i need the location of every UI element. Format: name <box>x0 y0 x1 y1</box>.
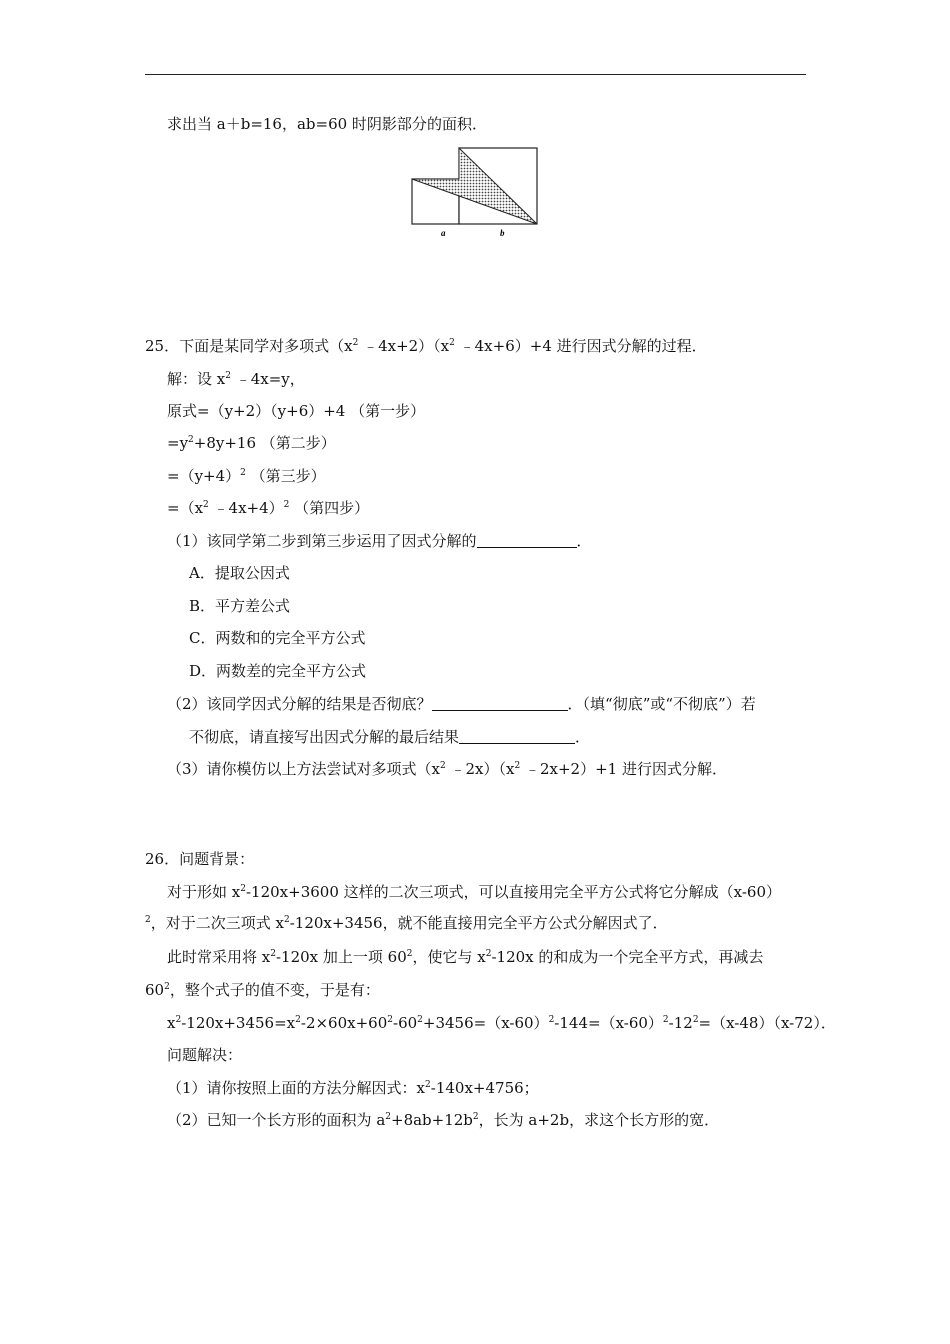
q25-part2-result-blank[interactable] <box>459 729 575 744</box>
q25-step4: $=(x^2$ ﹣4x+4）$^2$ （第四步） <box>167 499 370 517</box>
q26-background-3: 此时常采用将 $x^2-120x$ 加上一项 $60^2$，使它与 $x^2-120x$ 的和成为一个完全平方式，再减去 <box>167 948 764 966</box>
q25-step1: 原式=（y+2）（y+6）+4 （第一步） <box>167 402 426 420</box>
shaded-area-figure <box>409 146 541 240</box>
q25-part2-continued <box>189 727 590 747</box>
q25-part2-cont-text: 不彻底，请直接写出因式分解的最后结果 <box>189 728 460 746</box>
q25-part2-blank[interactable] <box>432 696 568 711</box>
q25-part1 <box>167 531 592 551</box>
q25-part3: （3）请你模仿以上方法尝试对多项式（$x^2$ $﹣2x)(x^2$ ﹣2x+2）+1 进行因式分解． <box>167 760 727 778</box>
q25-option-c: C．两数和的完全平方公式 <box>189 629 366 647</box>
label-b: b <box>500 228 505 238</box>
q26-background-2: $^2$，对于二次三项式 $x^2-120x+3456$，就不能直接用完全平方公式分解因式了． <box>145 914 668 932</box>
q25-option-a: A．提取公因式 <box>189 564 290 582</box>
q25-part2 <box>167 694 756 714</box>
q25-part1-blank[interactable] <box>477 533 577 548</box>
q25-option-d: D．两数差的完全平方公式 <box>189 662 367 680</box>
q26-subquestion-2: （2）已知一个长方形的面积为 $a^2+8ab+12b^2$，长为 a+2b，求这个长方形的宽． <box>167 1111 720 1129</box>
q25-part1-text: （1）该同学第二步到第三步运用了因式分解的 <box>167 532 477 550</box>
header-rule <box>145 74 806 75</box>
q26-title: 26．问题背景： <box>145 850 255 868</box>
label-a: a <box>441 228 446 238</box>
q26-background-5: $x^2-120x+3456=x^2-2\times 60x+60^2-60^2+3456=(x-60)^2-144=(x-60)^2-12^2=(x-48)(x-72)$． <box>167 1014 836 1032</box>
q25-part1-end: ． <box>576 532 592 550</box>
q25-option-b: B．平方差公式 <box>189 597 291 615</box>
q25-title: 25．下面是某同学对多项式（$x^2$ $﹣4x+2)(x^2$ ﹣4x+6）+4 进行因式分解的过程． <box>145 337 707 355</box>
q26-problem-solving: 问题解决： <box>167 1046 243 1064</box>
q25-solution-let: 解：设 $x^2$ ﹣4x=y， <box>167 370 305 388</box>
q26-background-4: $60^2$，整个式子的值不变，于是有： <box>145 981 380 999</box>
q26-background-1: 对于形如 $x^2-120x+3600$ 这样的二次三项式，可以直接用完全平方公式将它分解成（x-60） <box>167 883 781 901</box>
q25-part2-end: ． <box>575 728 591 746</box>
q25-part2-text: （2）该同学因式分解的结果是否彻底？ <box>167 695 432 713</box>
q26-subquestion-1: （1）请你按照上面的方法分解因式：$x^2-140x+4756$； <box>167 1079 539 1097</box>
q25-step3: $=(y+4)^2$ （第三步） <box>167 467 326 485</box>
intro-line: 求出当 a＋b=16，ab=60 时阴影部分的面积． <box>167 115 487 133</box>
q25-part2-hint: ．（填“彻底”或“不彻底”）若 <box>567 695 756 713</box>
q25-step2: $=y^2+8y+16$ （第二步） <box>167 434 336 452</box>
